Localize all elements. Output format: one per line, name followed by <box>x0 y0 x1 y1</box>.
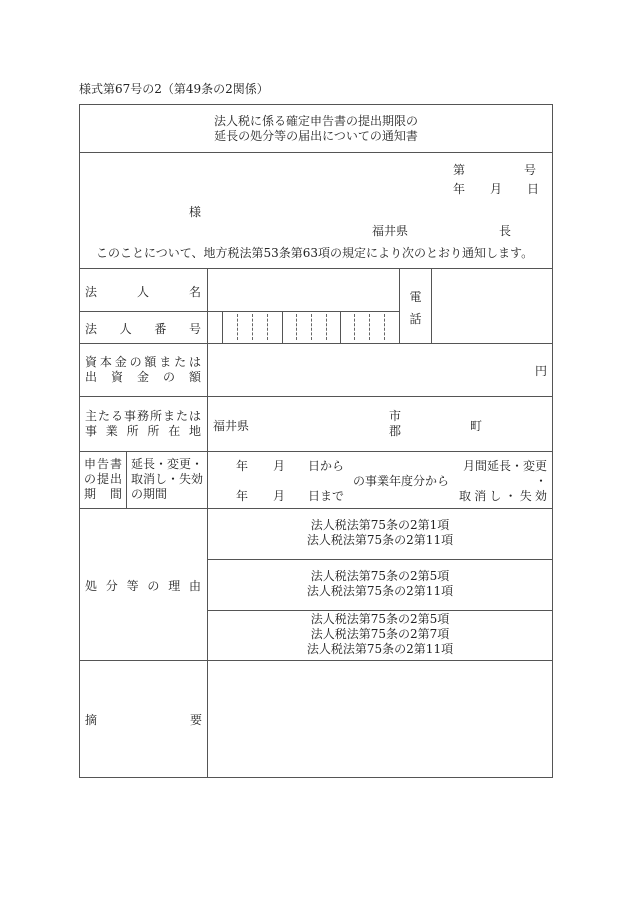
reason-line: 法人税法第75条の2第5項 <box>310 612 450 626</box>
reason-line: 法人税法第75条の2第5項 <box>310 569 450 583</box>
county-char: 郡 <box>389 424 402 438</box>
label-phone-char: 話 <box>409 312 422 326</box>
label-summary: 要 <box>190 713 203 727</box>
city-char: 市 <box>389 409 402 423</box>
office-city <box>389 409 401 439</box>
extension-options: 月間延長・変更 <box>462 459 547 473</box>
issuer-prefecture: 福井県 <box>372 224 409 238</box>
date-month: 月 <box>490 182 503 196</box>
title-line: 延長の処分等の届出についての通知書 <box>214 129 418 143</box>
from-month: 月 <box>273 459 286 473</box>
label-line: 延長・変更・ <box>131 457 204 471</box>
from-day: 日から <box>308 459 345 473</box>
extension-options: ・ <box>534 474 547 488</box>
to-year: 年 <box>236 489 249 503</box>
reason-line: 法人税法第75条の2第7項 <box>310 627 450 641</box>
title-line: 法人税に係る確定申告書の提出期限の <box>213 114 418 128</box>
digit-separator <box>340 311 341 343</box>
number-prefix: 第 <box>453 163 466 177</box>
label-line: 主たる事務所または <box>85 409 201 423</box>
yen-unit: 円 <box>535 364 548 378</box>
to-month: 月 <box>273 489 286 503</box>
divider <box>126 451 127 508</box>
reason-option-2[interactable] <box>208 569 552 599</box>
divider <box>79 152 553 153</box>
border <box>79 104 80 778</box>
label-reason: 処分等の理由 <box>85 579 201 593</box>
divider <box>79 508 553 509</box>
reason-line: 法人税法第75条の2第11項 <box>306 533 454 547</box>
label-office <box>85 409 201 439</box>
date-year: 年 <box>453 182 466 196</box>
form-number: 様式第67号の2（第49条の2関係） <box>79 82 269 96</box>
divider <box>207 559 553 560</box>
label-line: 事業所所在地 <box>85 424 201 438</box>
phone-field[interactable] <box>432 269 552 343</box>
digit-separator <box>222 311 223 343</box>
border <box>552 104 553 778</box>
digit-divider <box>354 314 355 340</box>
digit-divider <box>369 314 370 340</box>
office-address-field[interactable] <box>208 397 552 451</box>
reason-line: 法人税法第75条の2第11項 <box>306 642 454 656</box>
reason-option-1[interactable] <box>208 518 552 548</box>
summary-field[interactable] <box>208 661 552 777</box>
date-day: 日 <box>527 182 540 196</box>
border <box>79 104 553 105</box>
digit-divider <box>252 314 253 340</box>
label-line: の提出 <box>84 472 122 486</box>
from-year: 年 <box>236 459 249 473</box>
addressee-honorific: 様 <box>189 205 202 219</box>
label-capital <box>85 355 201 385</box>
fiscal-year-text: の事業年度分から <box>353 474 450 488</box>
label-line: の期間 <box>131 487 168 501</box>
extension-options: 取消し・失効 <box>459 489 547 503</box>
label-phone-char: 電 <box>409 290 422 304</box>
reason-option-3[interactable] <box>208 612 552 657</box>
document-title <box>79 114 553 144</box>
office-prefecture: 福井県 <box>213 419 250 433</box>
label-line: 資本金の額または <box>85 355 201 369</box>
border <box>79 777 553 778</box>
to-day: 日まで <box>308 489 345 503</box>
digit-divider <box>296 314 297 340</box>
label-period-sub <box>131 457 203 502</box>
notice-text: このことについて、地方税法第53条第63項の規定により次のとおり通知します。 <box>96 246 534 260</box>
label-corp-number: 法人番号 <box>85 322 201 336</box>
label-corp-name: 法人名 <box>85 285 201 299</box>
number-suffix: 号 <box>524 163 537 177</box>
divider <box>207 610 553 611</box>
digit-separator <box>282 311 283 343</box>
digit-divider <box>326 314 327 340</box>
digit-divider <box>311 314 312 340</box>
digit-divider <box>237 314 238 340</box>
office-town: 町 <box>470 419 483 433</box>
reason-line: 法人税法第75条の2第11項 <box>306 584 454 598</box>
corp-name-field[interactable] <box>208 269 398 311</box>
reason-line: 法人税法第75条の2第1項 <box>310 518 450 532</box>
label-line: 申告書 <box>84 457 122 471</box>
label-line: 出資金の額 <box>85 370 201 384</box>
label-period <box>84 457 122 502</box>
label-phone <box>400 286 431 330</box>
digit-divider <box>267 314 268 340</box>
label-line: 取消し・失効 <box>131 472 204 486</box>
digit-divider <box>384 314 385 340</box>
label-line: 期間 <box>84 487 122 501</box>
capital-field[interactable] <box>208 344 552 396</box>
issuer-title: 長 <box>499 224 512 238</box>
label-summary: 摘 <box>85 713 98 727</box>
